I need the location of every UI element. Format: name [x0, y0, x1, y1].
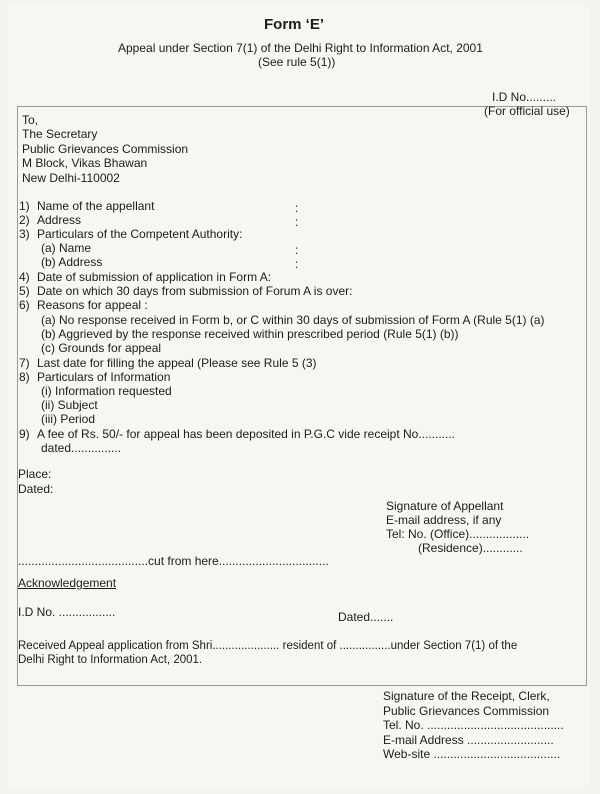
- ack-received-line-2: Delhi Right to Information Act, 2001.: [18, 654, 203, 666]
- address-line-1: The Secretary: [22, 127, 98, 141]
- item-8: [19, 370, 170, 384]
- receipt-commission: Public Grievances Commission: [383, 704, 550, 718]
- signature-tel-office: Tel: No. (Office)..................: [386, 527, 530, 541]
- item-3: [19, 227, 242, 241]
- ack-title: [18, 576, 116, 590]
- dated-label: Dated:: [18, 482, 54, 496]
- item-number: 9): [19, 427, 30, 441]
- item-6b: (b) Aggrieved by the response received within prescribed period (Rule 5(1) (b)): [41, 327, 459, 341]
- ack-received-line-1: Received Appeal application from Shri..................... resident of ................under Section 7(1) of the: [18, 640, 518, 652]
- ack-title-text: Acknowledgement: [18, 576, 117, 590]
- item-6: [19, 298, 148, 312]
- official-use-note: (For official use): [484, 104, 570, 118]
- item-number: 2): [19, 213, 30, 227]
- item-number: 3): [19, 227, 30, 241]
- item-label: Name of the appellant: [37, 199, 155, 213]
- item-7: [19, 356, 317, 370]
- form-subtitle: Appeal under Section 7(1) of the Delhi Right to Information Act, 2001: [118, 41, 483, 55]
- address-line-3: M Block, Vikas Bhawan: [22, 156, 148, 170]
- item-8ii: (ii) Subject: [41, 398, 98, 412]
- ack-id-no: I.D No. .................: [18, 605, 116, 619]
- place-label: Place:: [18, 467, 52, 481]
- item-8i: (i) Information requested: [41, 384, 172, 398]
- form-page: [8, 6, 590, 786]
- signature-appellant: Signature of Appellant: [386, 499, 504, 513]
- colon-address: :: [295, 215, 299, 229]
- item-number: 6): [19, 298, 30, 312]
- item-label: Particulars of Information: [37, 370, 171, 384]
- receipt-email: E-mail Address ..........................: [383, 733, 554, 747]
- item-label: A fee of Rs. 50/- for appeal has been deposited in P.G.C vide receipt No...........: [37, 427, 456, 441]
- receipt-signature: Signature of the Receipt, Clerk,: [383, 689, 550, 703]
- colon-authority-address: :: [295, 257, 299, 271]
- colon-name: :: [295, 201, 299, 215]
- item-3a: (a) Name: [41, 241, 92, 255]
- address-line-4: New Delhi-110002: [22, 171, 120, 185]
- address-to: To,: [22, 113, 39, 127]
- official-id-no: I.D No.........: [492, 90, 557, 104]
- item-1: [19, 199, 154, 213]
- item-number: 5): [19, 284, 30, 298]
- item-9-dated: dated...............: [41, 441, 122, 455]
- form-rule: (See rule 5(1)): [258, 55, 336, 69]
- receipt-website: Web-site ......................................: [383, 747, 561, 761]
- item-9: [19, 427, 455, 441]
- item-label: Date on which 30 days from submission of Forum A is over:: [37, 284, 353, 298]
- signature-email: E-mail address, if any: [386, 513, 502, 527]
- receipt-tel: Tel. No. .........................................: [383, 718, 564, 732]
- item-label: Particulars of the Competent Authority:: [37, 227, 243, 241]
- item-number: 8): [19, 370, 30, 384]
- item-8iii: (iii) Period: [41, 412, 96, 426]
- cut-line: .......................................cut from here.................................: [18, 554, 329, 568]
- colon-authority-name: :: [295, 243, 299, 257]
- item-label: Reasons for appeal :: [37, 298, 148, 312]
- item-label: Address: [37, 213, 82, 227]
- item-2: [19, 213, 81, 227]
- item-number: 7): [19, 356, 30, 370]
- signature-tel-residence: (Residence)............: [418, 541, 523, 555]
- item-6c: (c) Grounds for appeal: [41, 341, 162, 355]
- item-number: 4): [19, 270, 30, 284]
- address-line-2: Public Grievances Commission: [22, 142, 189, 156]
- item-label: Last date for filling the appeal (Please see Rule 5 (3): [37, 356, 317, 370]
- form-title: Form ‘E’: [264, 16, 325, 33]
- item-number: 1): [19, 199, 30, 213]
- item-label: Date of submission of application in Form A:: [37, 270, 272, 284]
- item-5: [19, 284, 352, 298]
- item-6a: (a) No response received in Form b, or C within 30 days of submission of Form A (Rule 5(1) (a): [41, 313, 545, 327]
- item-3b: (b) Address: [41, 255, 103, 269]
- item-4: [19, 270, 271, 284]
- ack-dated: Dated.......: [338, 610, 394, 624]
